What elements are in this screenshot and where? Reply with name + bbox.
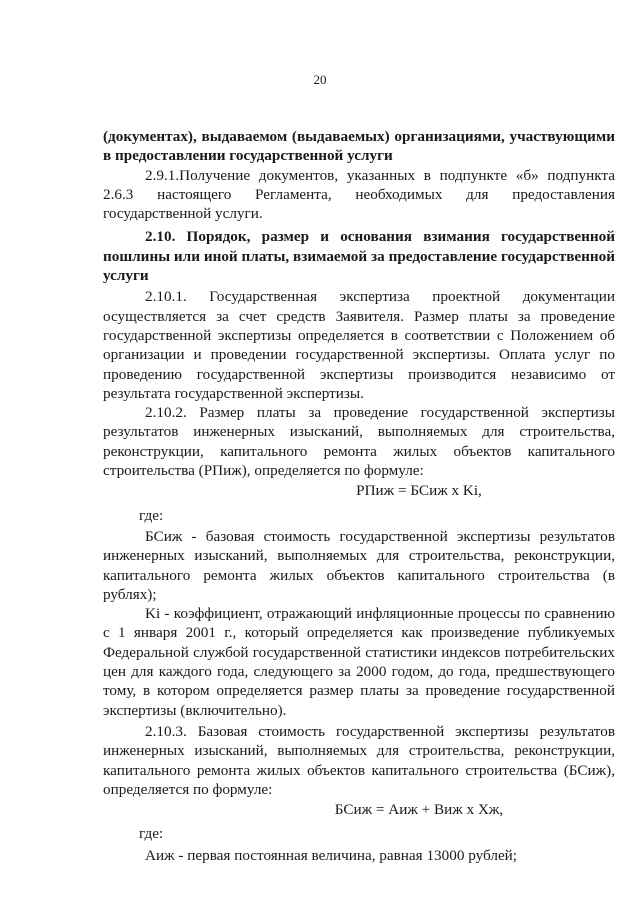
paragraph-2-9-1: 2.9.1.Получение документов, указанных в подпункте «б» подпункта 2.6.3 настоящего Регламента, необходимых для предоставления государственной услуги. xyxy=(103,166,615,223)
definition-bsizh: БСиж - базовая стоимость государственной экспертизы результатов инженерных изысканий, выполняемых для строительства, реконструкции, капитального ремонта жилых объектов капитального строительства (в рублях); xyxy=(103,527,615,603)
section-heading-2-10: 2.10. Порядок, размер и основания взимания государственной пошлины или иной платы, взимаемой за предоставление государственной услуги xyxy=(103,228,615,285)
formula-bsizh: БСиж = Аиж + Виж х Хж, xyxy=(334,801,504,819)
document-body xyxy=(103,127,615,865)
paragraph-2-10-1: 2.10.1. Государственная экспертиза проектной документации осуществляется за счет средств Заявителя. Размер платы за проведение государственной экспертизы определяется в соответствии с Положением об организации и проведении государственной экспертизы. Оплата услуг по проведению государственной экспертизы производится независимо от результата государственной экспертизы. xyxy=(103,288,615,402)
definition-aizh: Аиж - первая постоянная величина, равная 13000 рублей; xyxy=(145,846,518,864)
section-heading-continued: (документах), выдаваемом (выдаваемых) организациями, участвующими в предоставлении государственной услуги xyxy=(103,128,615,165)
page-number: 20 xyxy=(313,72,327,87)
paragraph-2-10-3: 2.10.3. Базовая стоимость государственной экспертизы результатов инженерных изысканий, выполняемых для строительства, реконструкции, капитального ремонта жилых объектов капитального строительства (БСиж), определяется по формуле: xyxy=(103,722,615,798)
formula-rpizh: РПиж = БСиж х Ki, xyxy=(356,482,482,500)
where-label: где: xyxy=(139,506,164,524)
paragraph-2-10-2: 2.10.2. Размер платы за проведение государственной экспертизы результатов инженерных изысканий, выполняемых для строительства, реконструкции, капитального ремонта жилых объектов капитального строительства (РПиж), определяется по формуле: xyxy=(103,404,615,480)
where-label: где: xyxy=(139,825,164,843)
definition-ki: Ki - коэффициент, отражающий инфляционные процессы по сравнению с 1 января 2001 г., который определяется как произведение публикуемых Федеральной службой государственной статистики индексов потребительских цен для каждого года, следующего за 2000 годом, до года, предшествующего тому, в котором определяется размер платы за проведение государственной экспертизы (включительно). xyxy=(103,605,615,719)
